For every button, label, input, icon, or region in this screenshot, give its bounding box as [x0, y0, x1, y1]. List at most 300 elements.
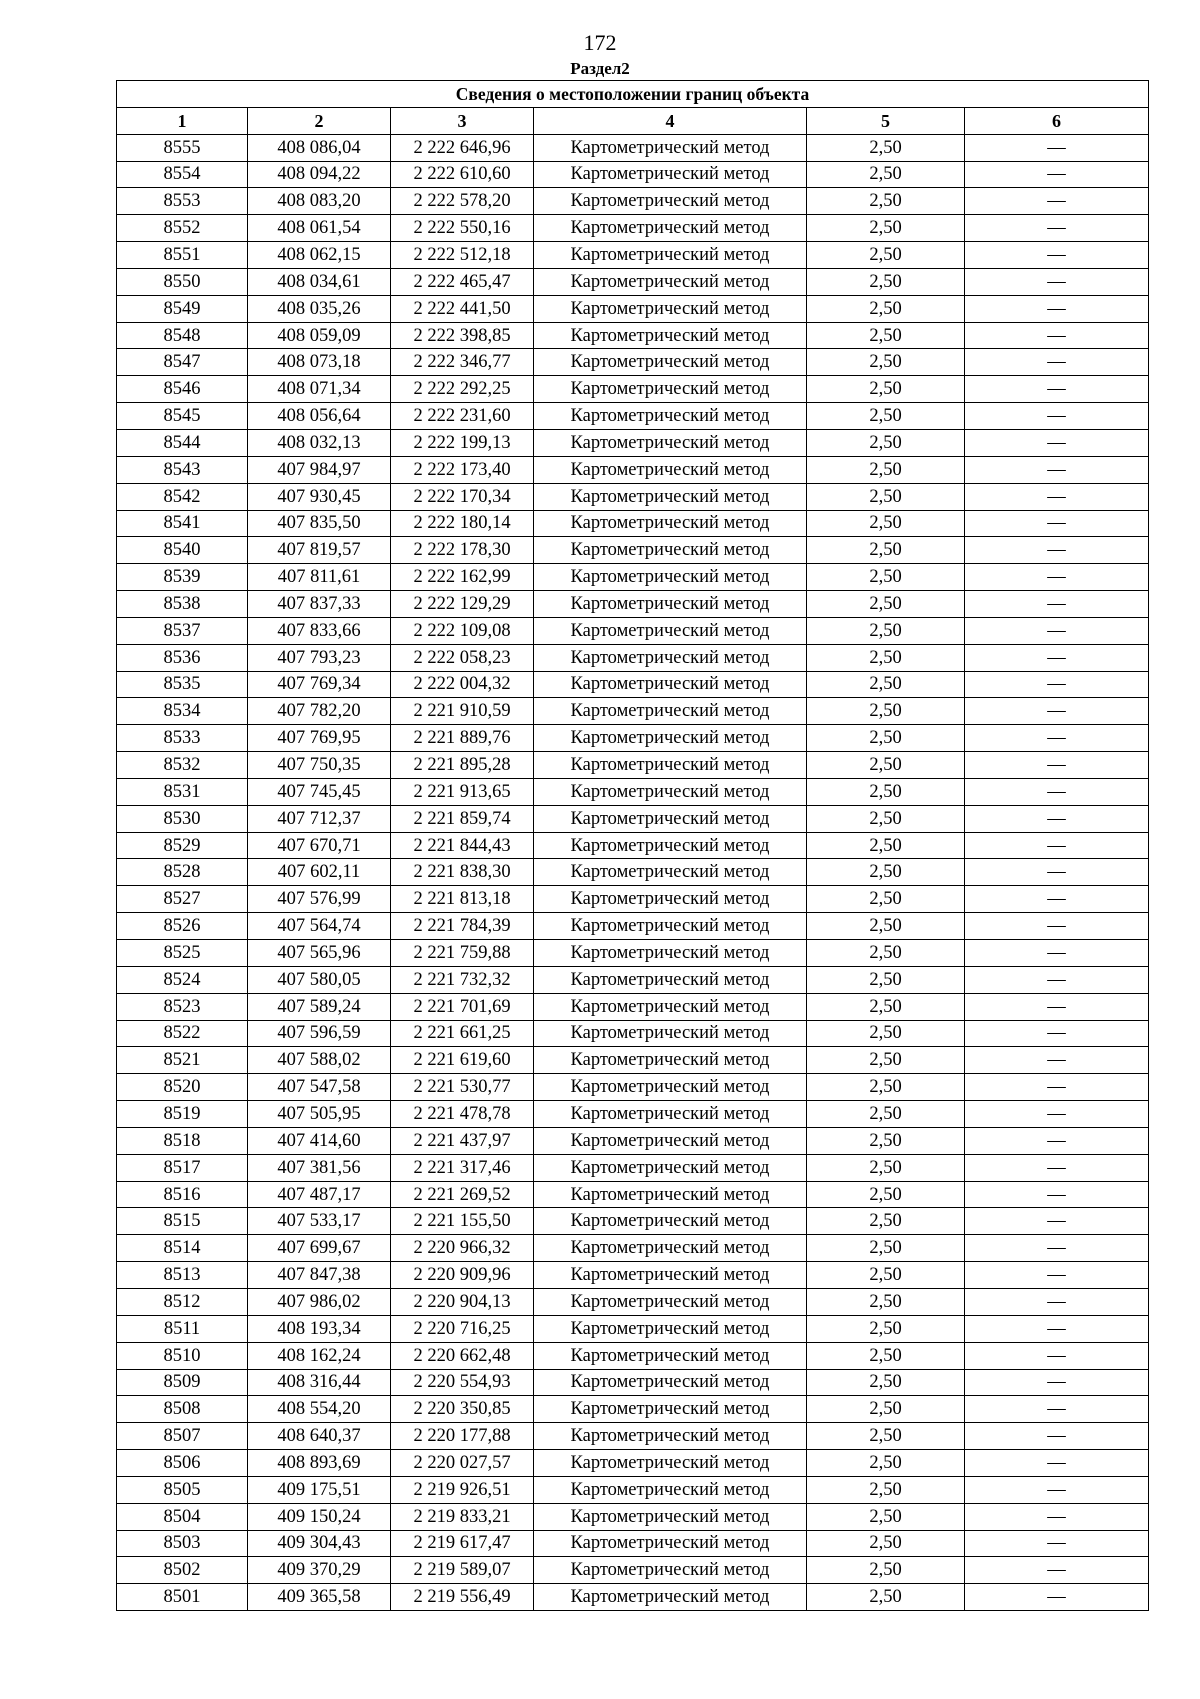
- table-row: [117, 134, 1149, 161]
- point-number-cell: 8555: [117, 134, 248, 161]
- point-number-cell: 8539: [117, 564, 248, 591]
- y-coordinate-cell: 2 221 661,25: [391, 1020, 534, 1047]
- method-cell: Картометрический метод: [534, 1020, 807, 1047]
- y-coordinate-cell: 2 220 027,57: [391, 1450, 534, 1477]
- point-number-cell: 8512: [117, 1288, 248, 1315]
- method-cell: Картометрический метод: [534, 268, 807, 295]
- table-row: [117, 1423, 1149, 1450]
- note-cell: —: [965, 591, 1149, 618]
- table-row: [117, 752, 1149, 779]
- accuracy-cell: 2,50: [807, 1342, 965, 1369]
- accuracy-cell: 2,50: [807, 564, 965, 591]
- x-coordinate-cell: 407 930,45: [248, 483, 391, 510]
- table-row: [117, 859, 1149, 886]
- x-coordinate-cell: 408 062,15: [248, 242, 391, 269]
- y-coordinate-cell: 2 221 910,59: [391, 698, 534, 725]
- y-coordinate-cell: 2 222 173,40: [391, 456, 534, 483]
- point-number-cell: 8553: [117, 188, 248, 215]
- note-cell: —: [965, 1262, 1149, 1289]
- y-coordinate-cell: 2 221 844,43: [391, 832, 534, 859]
- method-cell: Картометрический метод: [534, 778, 807, 805]
- method-cell: Картометрический метод: [534, 1154, 807, 1181]
- accuracy-cell: 2,50: [807, 1584, 965, 1611]
- point-number-cell: 8513: [117, 1262, 248, 1289]
- table-row: [117, 778, 1149, 805]
- accuracy-cell: 2,50: [807, 1235, 965, 1262]
- table-row: [117, 1530, 1149, 1557]
- method-cell: Картометрический метод: [534, 1423, 807, 1450]
- accuracy-cell: 2,50: [807, 1047, 965, 1074]
- y-coordinate-cell: 2 220 554,93: [391, 1369, 534, 1396]
- accuracy-cell: 2,50: [807, 349, 965, 376]
- note-cell: —: [965, 1584, 1149, 1611]
- x-coordinate-cell: 407 811,61: [248, 564, 391, 591]
- accuracy-cell: 2,50: [807, 752, 965, 779]
- y-coordinate-cell: 2 222 178,30: [391, 537, 534, 564]
- method-cell: Картометрический метод: [534, 966, 807, 993]
- table-row: [117, 644, 1149, 671]
- column-header-row: [117, 107, 1149, 134]
- accuracy-cell: 2,50: [807, 1476, 965, 1503]
- y-coordinate-cell: 2 222 465,47: [391, 268, 534, 295]
- y-coordinate-cell: 2 221 895,28: [391, 752, 534, 779]
- note-cell: —: [965, 483, 1149, 510]
- column-header-3: 3: [391, 107, 534, 134]
- note-cell: —: [965, 940, 1149, 967]
- note-cell: —: [965, 161, 1149, 188]
- table-body: [117, 134, 1149, 1610]
- y-coordinate-cell: 2 222 004,32: [391, 671, 534, 698]
- point-number-cell: 8547: [117, 349, 248, 376]
- x-coordinate-cell: 408 640,37: [248, 1423, 391, 1450]
- point-number-cell: 8525: [117, 940, 248, 967]
- y-coordinate-cell: 2 222 199,13: [391, 429, 534, 456]
- accuracy-cell: 2,50: [807, 1154, 965, 1181]
- point-number-cell: 8514: [117, 1235, 248, 1262]
- accuracy-cell: 2,50: [807, 429, 965, 456]
- note-cell: —: [965, 188, 1149, 215]
- table-row: [117, 1047, 1149, 1074]
- point-number-cell: 8510: [117, 1342, 248, 1369]
- y-coordinate-cell: 2 221 701,69: [391, 993, 534, 1020]
- y-coordinate-cell: 2 220 909,96: [391, 1262, 534, 1289]
- y-coordinate-cell: 2 221 269,52: [391, 1181, 534, 1208]
- method-cell: Картометрический метод: [534, 1208, 807, 1235]
- accuracy-cell: 2,50: [807, 537, 965, 564]
- method-cell: Картометрический метод: [534, 1101, 807, 1128]
- point-number-cell: 8502: [117, 1557, 248, 1584]
- note-cell: —: [965, 1208, 1149, 1235]
- note-cell: —: [965, 1530, 1149, 1557]
- x-coordinate-cell: 407 564,74: [248, 913, 391, 940]
- y-coordinate-cell: 2 220 662,48: [391, 1342, 534, 1369]
- note-cell: —: [965, 1074, 1149, 1101]
- note-cell: —: [965, 1154, 1149, 1181]
- method-cell: Картометрический метод: [534, 295, 807, 322]
- method-cell: Картометрический метод: [534, 1584, 807, 1611]
- accuracy-cell: 2,50: [807, 617, 965, 644]
- x-coordinate-cell: 407 745,45: [248, 778, 391, 805]
- point-number-cell: 8511: [117, 1315, 248, 1342]
- method-cell: Картометрический метод: [534, 1369, 807, 1396]
- point-number-cell: 8524: [117, 966, 248, 993]
- accuracy-cell: 2,50: [807, 1127, 965, 1154]
- accuracy-cell: 2,50: [807, 644, 965, 671]
- point-number-cell: 8542: [117, 483, 248, 510]
- y-coordinate-cell: 2 222 398,85: [391, 322, 534, 349]
- table-row: [117, 295, 1149, 322]
- point-number-cell: 8538: [117, 591, 248, 618]
- table-row: [117, 403, 1149, 430]
- x-coordinate-cell: 408 316,44: [248, 1369, 391, 1396]
- table-row: [117, 376, 1149, 403]
- y-coordinate-cell: 2 222 231,60: [391, 403, 534, 430]
- method-cell: Картометрический метод: [534, 1235, 807, 1262]
- note-cell: —: [965, 859, 1149, 886]
- point-number-cell: 8519: [117, 1101, 248, 1128]
- note-cell: —: [965, 1369, 1149, 1396]
- point-number-cell: 8551: [117, 242, 248, 269]
- x-coordinate-cell: 407 699,67: [248, 1235, 391, 1262]
- note-cell: —: [965, 805, 1149, 832]
- x-coordinate-cell: 407 986,02: [248, 1288, 391, 1315]
- table-row: [117, 698, 1149, 725]
- table-row: [117, 1342, 1149, 1369]
- note-cell: —: [965, 913, 1149, 940]
- method-cell: Картометрический метод: [534, 1315, 807, 1342]
- point-number-cell: 8531: [117, 778, 248, 805]
- method-cell: Картометрический метод: [534, 1047, 807, 1074]
- table-row: [117, 966, 1149, 993]
- method-cell: Картометрический метод: [534, 1503, 807, 1530]
- note-cell: —: [965, 671, 1149, 698]
- method-cell: Картометрический метод: [534, 1396, 807, 1423]
- y-coordinate-cell: 2 219 833,21: [391, 1503, 534, 1530]
- method-cell: Картометрический метод: [534, 1181, 807, 1208]
- method-cell: Картометрический метод: [534, 1262, 807, 1289]
- y-coordinate-cell: 2 222 646,96: [391, 134, 534, 161]
- table-row: [117, 242, 1149, 269]
- point-number-cell: 8528: [117, 859, 248, 886]
- table-row: [117, 1396, 1149, 1423]
- table-row: [117, 671, 1149, 698]
- table-row: [117, 1208, 1149, 1235]
- x-coordinate-cell: 408 094,22: [248, 161, 391, 188]
- point-number-cell: 8537: [117, 617, 248, 644]
- x-coordinate-cell: 407 670,71: [248, 832, 391, 859]
- y-coordinate-cell: 2 222 346,77: [391, 349, 534, 376]
- point-number-cell: 8504: [117, 1503, 248, 1530]
- note-cell: —: [965, 832, 1149, 859]
- accuracy-cell: 2,50: [807, 215, 965, 242]
- note-cell: —: [965, 1181, 1149, 1208]
- y-coordinate-cell: 2 222 170,34: [391, 483, 534, 510]
- y-coordinate-cell: 2 221 155,50: [391, 1208, 534, 1235]
- accuracy-cell: 2,50: [807, 1315, 965, 1342]
- note-cell: —: [965, 617, 1149, 644]
- method-cell: Картометрический метод: [534, 1530, 807, 1557]
- note-cell: —: [965, 1557, 1149, 1584]
- accuracy-cell: 2,50: [807, 1288, 965, 1315]
- table-row: [117, 805, 1149, 832]
- table-row: [117, 1235, 1149, 1262]
- accuracy-cell: 2,50: [807, 1503, 965, 1530]
- table-row: [117, 1557, 1149, 1584]
- table-row: [117, 322, 1149, 349]
- y-coordinate-cell: 2 222 578,20: [391, 188, 534, 215]
- table-row: [117, 1476, 1149, 1503]
- y-coordinate-cell: 2 222 180,14: [391, 510, 534, 537]
- y-coordinate-cell: 2 222 441,50: [391, 295, 534, 322]
- note-cell: —: [965, 1047, 1149, 1074]
- note-cell: —: [965, 1396, 1149, 1423]
- point-number-cell: 8526: [117, 913, 248, 940]
- table-row: [117, 1127, 1149, 1154]
- point-number-cell: 8548: [117, 322, 248, 349]
- y-coordinate-cell: 2 222 292,25: [391, 376, 534, 403]
- x-coordinate-cell: 408 893,69: [248, 1450, 391, 1477]
- y-coordinate-cell: 2 221 889,76: [391, 725, 534, 752]
- accuracy-cell: 2,50: [807, 1369, 965, 1396]
- method-cell: Картометрический метод: [534, 671, 807, 698]
- x-coordinate-cell: 408 032,13: [248, 429, 391, 456]
- table-row: [117, 940, 1149, 967]
- method-cell: Картометрический метод: [534, 1074, 807, 1101]
- method-cell: Картометрический метод: [534, 1127, 807, 1154]
- point-number-cell: 8550: [117, 268, 248, 295]
- note-cell: —: [965, 537, 1149, 564]
- y-coordinate-cell: 2 221 838,30: [391, 859, 534, 886]
- y-coordinate-cell: 2 220 350,85: [391, 1396, 534, 1423]
- column-header-4: 4: [534, 107, 807, 134]
- point-number-cell: 8543: [117, 456, 248, 483]
- note-cell: —: [965, 349, 1149, 376]
- x-coordinate-cell: 407 819,57: [248, 537, 391, 564]
- y-coordinate-cell: 2 222 109,08: [391, 617, 534, 644]
- y-coordinate-cell: 2 222 129,29: [391, 591, 534, 618]
- x-coordinate-cell: 409 370,29: [248, 1557, 391, 1584]
- x-coordinate-cell: 407 833,66: [248, 617, 391, 644]
- accuracy-cell: 2,50: [807, 993, 965, 1020]
- point-number-cell: 8517: [117, 1154, 248, 1181]
- point-number-cell: 8523: [117, 993, 248, 1020]
- boundary-coordinates-table: [116, 80, 1149, 1611]
- method-cell: Картометрический метод: [534, 832, 807, 859]
- table-row: [117, 993, 1149, 1020]
- point-number-cell: 8509: [117, 1369, 248, 1396]
- note-cell: —: [965, 1288, 1149, 1315]
- y-coordinate-cell: 2 221 530,77: [391, 1074, 534, 1101]
- point-number-cell: 8536: [117, 644, 248, 671]
- note-cell: —: [965, 752, 1149, 779]
- accuracy-cell: 2,50: [807, 268, 965, 295]
- accuracy-cell: 2,50: [807, 940, 965, 967]
- accuracy-cell: 2,50: [807, 805, 965, 832]
- accuracy-cell: 2,50: [807, 1101, 965, 1128]
- note-cell: —: [965, 134, 1149, 161]
- section-label: Раздел2: [570, 59, 630, 78]
- x-coordinate-cell: 408 035,26: [248, 295, 391, 322]
- accuracy-cell: 2,50: [807, 859, 965, 886]
- accuracy-cell: 2,50: [807, 966, 965, 993]
- point-number-cell: 8503: [117, 1530, 248, 1557]
- method-cell: Картометрический метод: [534, 376, 807, 403]
- accuracy-cell: 2,50: [807, 1396, 965, 1423]
- y-coordinate-cell: 2 220 966,32: [391, 1235, 534, 1262]
- point-number-cell: 8505: [117, 1476, 248, 1503]
- point-number-cell: 8522: [117, 1020, 248, 1047]
- x-coordinate-cell: 407 793,23: [248, 644, 391, 671]
- method-cell: Картометрический метод: [534, 886, 807, 913]
- y-coordinate-cell: 2 221 437,97: [391, 1127, 534, 1154]
- table-row: [117, 1262, 1149, 1289]
- x-coordinate-cell: 408 162,24: [248, 1342, 391, 1369]
- y-coordinate-cell: 2 222 550,16: [391, 215, 534, 242]
- method-cell: Картометрический метод: [534, 537, 807, 564]
- method-cell: Картометрический метод: [534, 591, 807, 618]
- y-coordinate-cell: 2 221 859,74: [391, 805, 534, 832]
- x-coordinate-cell: 408 071,34: [248, 376, 391, 403]
- accuracy-cell: 2,50: [807, 510, 965, 537]
- y-coordinate-cell: 2 220 177,88: [391, 1423, 534, 1450]
- x-coordinate-cell: 408 061,54: [248, 215, 391, 242]
- y-coordinate-cell: 2 221 913,65: [391, 778, 534, 805]
- accuracy-cell: 2,50: [807, 1181, 965, 1208]
- x-coordinate-cell: 408 086,04: [248, 134, 391, 161]
- method-cell: Картометрический метод: [534, 215, 807, 242]
- note-cell: —: [965, 1342, 1149, 1369]
- method-cell: Картометрический метод: [534, 1450, 807, 1477]
- x-coordinate-cell: 407 750,35: [248, 752, 391, 779]
- table-row: [117, 456, 1149, 483]
- table-row: [117, 483, 1149, 510]
- point-number-cell: 8521: [117, 1047, 248, 1074]
- table-row: [117, 886, 1149, 913]
- note-cell: —: [965, 725, 1149, 752]
- x-coordinate-cell: 407 589,24: [248, 993, 391, 1020]
- note-cell: —: [965, 376, 1149, 403]
- table-row: [117, 268, 1149, 295]
- note-cell: —: [965, 1450, 1149, 1477]
- accuracy-cell: 2,50: [807, 242, 965, 269]
- x-coordinate-cell: 408 056,64: [248, 403, 391, 430]
- x-coordinate-cell: 407 588,02: [248, 1047, 391, 1074]
- note-cell: —: [965, 1101, 1149, 1128]
- point-number-cell: 8530: [117, 805, 248, 832]
- x-coordinate-cell: 407 847,38: [248, 1262, 391, 1289]
- table-caption-row: [117, 81, 1149, 108]
- accuracy-cell: 2,50: [807, 1423, 965, 1450]
- note-cell: —: [965, 215, 1149, 242]
- accuracy-cell: 2,50: [807, 671, 965, 698]
- y-coordinate-cell: 2 219 556,49: [391, 1584, 534, 1611]
- point-number-cell: 8516: [117, 1181, 248, 1208]
- y-coordinate-cell: 2 221 478,78: [391, 1101, 534, 1128]
- accuracy-cell: 2,50: [807, 725, 965, 752]
- note-cell: —: [965, 295, 1149, 322]
- table-row: [117, 1101, 1149, 1128]
- note-cell: —: [965, 564, 1149, 591]
- method-cell: Картометрический метод: [534, 134, 807, 161]
- x-coordinate-cell: 407 602,11: [248, 859, 391, 886]
- point-number-cell: 8501: [117, 1584, 248, 1611]
- accuracy-cell: 2,50: [807, 1450, 965, 1477]
- table-row: [117, 1450, 1149, 1477]
- point-number-cell: 8533: [117, 725, 248, 752]
- x-coordinate-cell: 407 835,50: [248, 510, 391, 537]
- method-cell: Картометрический метод: [534, 859, 807, 886]
- x-coordinate-cell: 407 576,99: [248, 886, 391, 913]
- note-cell: —: [965, 403, 1149, 430]
- accuracy-cell: 2,50: [807, 591, 965, 618]
- x-coordinate-cell: 407 984,97: [248, 456, 391, 483]
- method-cell: Картометрический метод: [534, 725, 807, 752]
- x-coordinate-cell: 407 414,60: [248, 1127, 391, 1154]
- method-cell: Картометрический метод: [534, 564, 807, 591]
- x-coordinate-cell: 408 193,34: [248, 1315, 391, 1342]
- y-coordinate-cell: 2 219 617,47: [391, 1530, 534, 1557]
- y-coordinate-cell: 2 221 732,32: [391, 966, 534, 993]
- note-cell: —: [965, 1315, 1149, 1342]
- column-header-6: 6: [965, 107, 1149, 134]
- point-number-cell: 8515: [117, 1208, 248, 1235]
- accuracy-cell: 2,50: [807, 295, 965, 322]
- method-cell: Картометрический метод: [534, 429, 807, 456]
- x-coordinate-cell: 407 782,20: [248, 698, 391, 725]
- accuracy-cell: 2,50: [807, 1208, 965, 1235]
- accuracy-cell: 2,50: [807, 1074, 965, 1101]
- y-coordinate-cell: 2 221 317,46: [391, 1154, 534, 1181]
- point-number-cell: 8535: [117, 671, 248, 698]
- y-coordinate-cell: 2 222 162,99: [391, 564, 534, 591]
- accuracy-cell: 2,50: [807, 886, 965, 913]
- y-coordinate-cell: 2 222 058,23: [391, 644, 534, 671]
- method-cell: Картометрический метод: [534, 617, 807, 644]
- x-coordinate-cell: 409 175,51: [248, 1476, 391, 1503]
- method-cell: Картометрический метод: [534, 940, 807, 967]
- x-coordinate-cell: 409 304,43: [248, 1530, 391, 1557]
- x-coordinate-cell: 407 596,59: [248, 1020, 391, 1047]
- accuracy-cell: 2,50: [807, 698, 965, 725]
- point-number-cell: 8544: [117, 429, 248, 456]
- x-coordinate-cell: 407 533,17: [248, 1208, 391, 1235]
- table-header: [117, 81, 1149, 135]
- y-coordinate-cell: 2 220 716,25: [391, 1315, 534, 1342]
- table-row: [117, 725, 1149, 752]
- note-cell: —: [965, 268, 1149, 295]
- table-row: [117, 161, 1149, 188]
- y-coordinate-cell: 2 221 619,60: [391, 1047, 534, 1074]
- note-cell: —: [965, 778, 1149, 805]
- point-number-cell: 8518: [117, 1127, 248, 1154]
- x-coordinate-cell: 409 365,58: [248, 1584, 391, 1611]
- point-number-cell: 8527: [117, 886, 248, 913]
- table-row: [117, 591, 1149, 618]
- column-header-5: 5: [807, 107, 965, 134]
- accuracy-cell: 2,50: [807, 456, 965, 483]
- accuracy-cell: 2,50: [807, 832, 965, 859]
- table-row: [117, 429, 1149, 456]
- note-cell: —: [965, 698, 1149, 725]
- x-coordinate-cell: 407 837,33: [248, 591, 391, 618]
- y-coordinate-cell: 2 219 926,51: [391, 1476, 534, 1503]
- x-coordinate-cell: 408 059,09: [248, 322, 391, 349]
- y-coordinate-cell: 2 221 784,39: [391, 913, 534, 940]
- y-coordinate-cell: 2 222 610,60: [391, 161, 534, 188]
- x-coordinate-cell: 407 712,37: [248, 805, 391, 832]
- method-cell: Картометрический метод: [534, 1476, 807, 1503]
- table-row: [117, 1584, 1149, 1611]
